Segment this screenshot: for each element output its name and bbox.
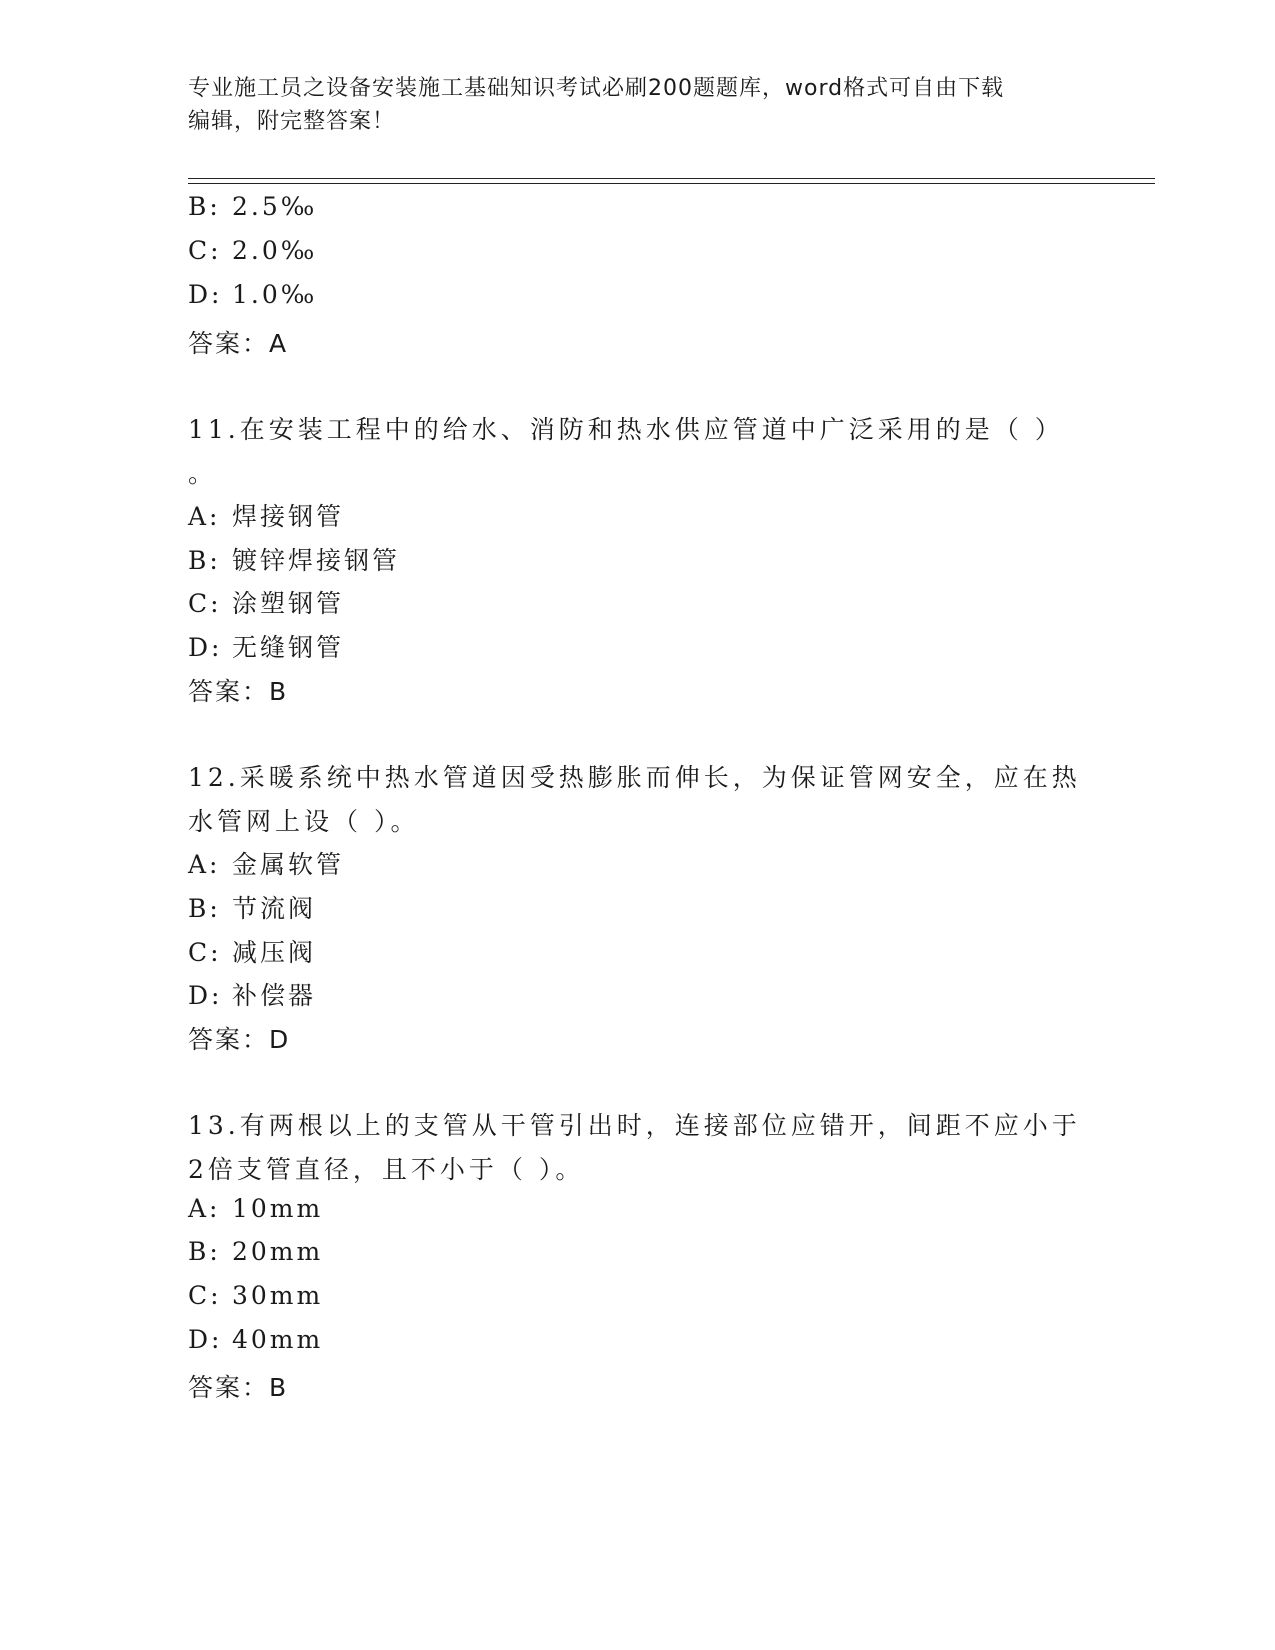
option-text: 节流阀 (232, 894, 317, 923)
q11-option-b (188, 541, 400, 577)
q11-option-c (188, 584, 344, 620)
q12-answer: 答案：D (188, 1025, 291, 1054)
option-letter: C: (188, 236, 222, 265)
q10-answer: 答案：A (188, 329, 289, 358)
option-text: 2.0‰ (232, 236, 318, 265)
option-text: 涂塑钢管 (232, 589, 345, 618)
q13-stem-line2: 2倍支管直径，且不小于（ ）。 (188, 1155, 585, 1184)
option-text: 焊接钢管 (232, 502, 345, 531)
option-letter: B: (188, 1237, 221, 1266)
option-letter: B: (188, 894, 221, 923)
option-text: 无缝钢管 (232, 633, 345, 662)
q12-stem-line1: 12.采暖系统中热水管道因受热膨胀而伸长，为保证管网安全，应在热 (188, 763, 1081, 792)
q10-option-d (188, 280, 317, 309)
document-header (188, 72, 1088, 138)
q12-stem-line2: 水管网上设（ ）。 (188, 807, 420, 836)
q13-option-a (188, 1194, 323, 1223)
option-letter: A: (188, 850, 221, 879)
option-text: 10mm (232, 1194, 324, 1223)
option-text: 20mm (232, 1237, 324, 1266)
q12-option-a (188, 845, 344, 881)
option-letter: C: (188, 938, 222, 967)
q11-option-d (188, 628, 344, 664)
q11-stem-line1: 11.在安装工程中的给水、消防和热水供应管道中广泛采用的是（ ） (188, 415, 1064, 444)
option-letter: C: (188, 1281, 222, 1310)
header-rule-top (188, 178, 1155, 179)
q11-option-a (188, 497, 344, 533)
q10-option-c (188, 236, 317, 265)
q13-option-b (188, 1237, 323, 1266)
option-letter: B: (188, 192, 221, 221)
option-letter: A: (188, 1194, 221, 1223)
q11-answer: 答案：B (188, 677, 289, 706)
header-rule-bottom (188, 183, 1155, 184)
option-letter: A: (188, 502, 221, 531)
q11-stem-line2: 。 (188, 459, 218, 488)
option-text: 镀锌焊接钢管 (232, 546, 401, 575)
option-letter: D: (188, 633, 223, 662)
option-text: 40mm (232, 1325, 324, 1354)
option-letter: D: (188, 1325, 223, 1354)
q12-option-c (188, 933, 316, 969)
q13-option-c (188, 1281, 323, 1310)
option-text: 补偿器 (232, 981, 317, 1010)
header-title-line2: 编辑，附完整答案！ (188, 109, 396, 134)
header-title-line1: 专业施工员之设备安装施工基础知识考试必刷200题题库，word格式可自由下载 (188, 76, 1005, 101)
option-letter: D: (188, 280, 223, 309)
q12-option-b (188, 889, 316, 925)
option-letter: D: (188, 981, 223, 1010)
q10-option-b (188, 192, 317, 221)
option-text: 2.5‰ (232, 192, 318, 221)
option-letter: C: (188, 589, 222, 618)
q13-stem-line1: 13.有两根以上的支管从干管引出时，连接部位应错开，间距不应小于 (188, 1111, 1081, 1140)
q12-option-d (188, 976, 316, 1012)
option-text: 减压阀 (232, 938, 317, 967)
q13-option-d (188, 1325, 323, 1354)
option-text: 30mm (232, 1281, 324, 1310)
option-letter: B: (188, 546, 221, 575)
option-text: 金属软管 (232, 850, 345, 879)
q13-answer: 答案：B (188, 1373, 289, 1402)
option-text: 1.0‰ (232, 280, 318, 309)
